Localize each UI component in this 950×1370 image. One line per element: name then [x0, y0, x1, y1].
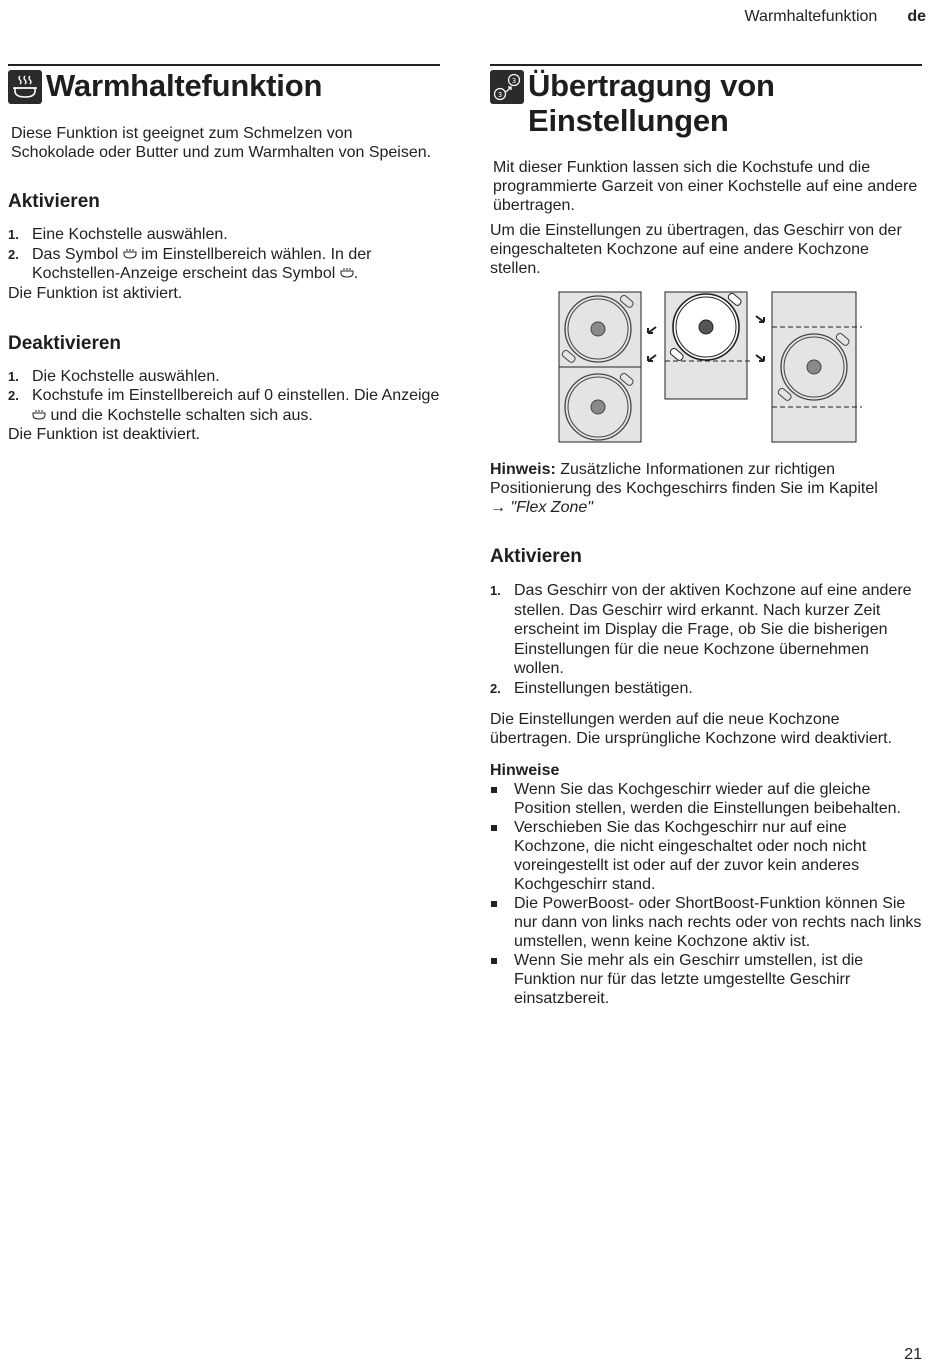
heading-activate: Aktivieren	[8, 191, 100, 212]
hint-text: Verschieben Sie das Kochgeschirr nur auf eine Kochzone, die nicht eingeschaltet oder noch nicht voreingestellt ist oder auf der zuvor kein anderes Kochgeschirr stand.	[514, 819, 867, 893]
list-item	[490, 780, 922, 818]
hint-text: Die PowerBoost- oder ShortBoost-Funktion können Sie nur dann von links nach rechts oder von rechts nach links umstellen, wenn keine Kochzone aktiv ist.	[514, 895, 922, 950]
page-title: Warmhaltefunktion	[46, 68, 323, 103]
bullet-icon	[490, 894, 514, 951]
bullet-icon	[490, 951, 514, 1008]
left-column	[8, 64, 440, 444]
right-column	[490, 64, 922, 1008]
step-text: Das Geschirr von der aktiven Kochzone auf eine andere stellen. Das Geschirr wird erkannt. Nach kurzer Zeit erscheint im Display die Frage, ob Sie die bisherigen Einstellungen für die neue Kochzone übernehmen wollen.	[514, 582, 912, 677]
transfer-instruction: Um die Einstellungen zu übertragen, das Geschirr von der eingeschalteten Kochzone auf eine andere Kochzone stellen.	[490, 222, 902, 277]
reference-arrow-icon: →	[490, 499, 506, 516]
activate-steps	[490, 581, 922, 698]
step-text-part: Das Symbol	[32, 245, 119, 263]
svg-text:3: 3	[511, 77, 517, 85]
step-text-part: Kochstufe im Einstellbereich auf 0 einstellen. Die Anzeige	[32, 387, 440, 404]
bullet-icon	[490, 780, 514, 818]
note	[490, 460, 922, 517]
keep-warm-symbol-icon	[123, 248, 137, 260]
heading-activate: Aktivieren	[490, 546, 582, 567]
hint-text: Wenn Sie mehr als ein Geschirr umstellen, ist die Funktion nur für das letzte umgestellte Geschirr einsatzbereit.	[514, 952, 864, 1007]
keep-warm-symbol-icon	[32, 409, 46, 421]
step-text-part: im Einstellbereich wählen. In der Kochstellen-Anzeige erscheint das Symbol	[32, 245, 372, 282]
activate-result: Die Funktion ist aktiviert.	[8, 284, 183, 302]
note-text: Zusätzliche Informationen zur richtigen Positionierung des Kochgeschirrs finden Sie im Kapitel	[490, 461, 878, 497]
step-text: Eine Kochstelle auswählen.	[32, 226, 228, 243]
section-title-warm	[8, 68, 440, 104]
hint-text: Wenn Sie das Kochgeschirr wieder auf die gleiche Position stellen, werden die Einstellungen beibehalten.	[514, 781, 901, 817]
page-title-line1: Übertragung von	[528, 68, 775, 103]
page-title-line2: Einstellungen	[528, 103, 729, 138]
step-number: 1.	[490, 583, 501, 598]
header-language: de	[907, 8, 926, 25]
activate-steps	[8, 225, 440, 284]
step-text-part: und die Kochstelle schalten sich aus.	[50, 406, 313, 424]
step-text-part: .	[353, 265, 359, 282]
deactivate-result: Die Funktion ist deaktiviert.	[8, 426, 201, 443]
list-item	[490, 818, 922, 894]
deactivate-steps	[8, 367, 440, 426]
cookware-transfer-illustration	[558, 291, 868, 446]
intro-text: Mit dieser Funktion lassen sich die Kochstufe und die programmierte Garzeit von einer Kochstelle auf eine andere übertragen.	[493, 159, 918, 214]
list-item	[8, 225, 440, 245]
note-reference-link[interactable]: "Flex Zone"	[510, 499, 593, 516]
list-item	[490, 581, 922, 679]
title-rule	[8, 64, 440, 66]
list-item	[490, 679, 922, 699]
bullet-icon	[490, 818, 514, 894]
keep-warm-symbol-icon	[340, 267, 354, 279]
list-item	[8, 386, 440, 425]
title-rule	[490, 64, 922, 66]
step-number: 1.	[8, 368, 19, 384]
header-section: Warmhaltefunktion	[744, 8, 878, 25]
svg-text:3: 3	[497, 91, 503, 99]
step-text: Einstellungen bestätigen.	[514, 679, 693, 697]
step-text: Die Kochstelle auswählen.	[32, 367, 220, 385]
intro-text: Diese Funktion ist geeignet zum Schmelzen von Schokolade oder Butter und zum Warmhalten von Speisen.	[11, 125, 432, 161]
step-number: 2.	[8, 388, 19, 403]
note-label: Hinweis:	[490, 461, 556, 478]
activate-result: Die Einstellungen werden auf die neue Kochzone übertragen. Die ursprüngliche Kochzone wird deaktiviert.	[490, 711, 892, 747]
page-number: 21	[904, 1346, 922, 1363]
transfer-settings-icon	[490, 70, 524, 104]
list-item	[8, 245, 440, 284]
step-number: 1.	[8, 227, 19, 242]
heading-deactivate: Deaktivieren	[8, 332, 122, 354]
keep-warm-icon	[8, 70, 42, 104]
list-item	[490, 894, 922, 951]
heading-hints: Hinweise	[490, 762, 560, 779]
step-text	[32, 245, 440, 284]
step-number: 2.	[490, 680, 501, 696]
step-text	[32, 386, 440, 425]
list-item	[490, 951, 922, 1008]
section-title-transfer	[490, 68, 922, 138]
hints-list	[490, 780, 922, 1008]
running-header	[745, 8, 926, 26]
step-number: 2.	[8, 246, 19, 262]
list-item	[8, 367, 440, 387]
